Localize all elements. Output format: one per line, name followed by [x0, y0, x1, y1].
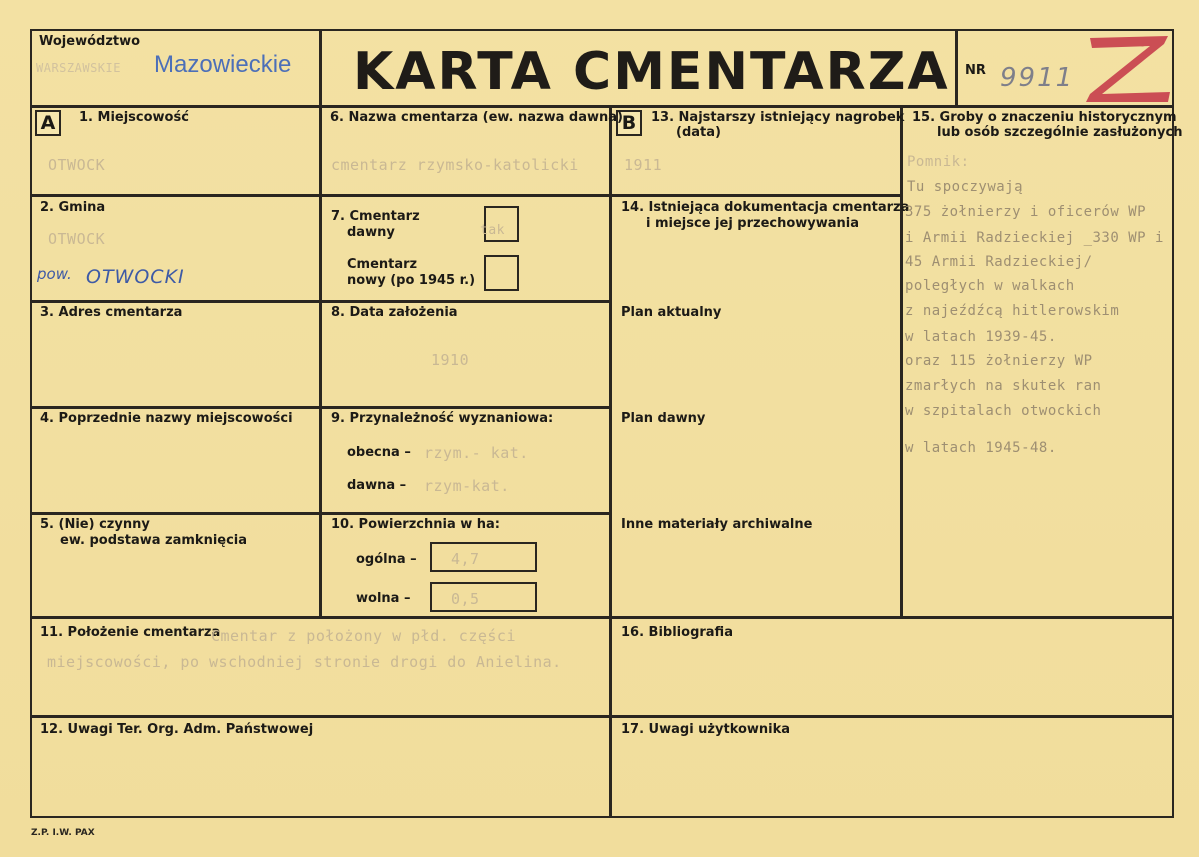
- printer-mark: Z.P. I.W. PAX: [31, 828, 95, 838]
- field-11-value-line1: Cmentar z położony w płd. części: [211, 627, 516, 645]
- field-16-label: 16. Bibliografia: [621, 625, 733, 640]
- field-1-value: OTWOCK: [48, 156, 106, 174]
- field-10-label: 10. Powierzchnia w ha:: [331, 517, 501, 532]
- row-line-bottom-2: [30, 715, 1174, 718]
- field-1-label: 1. Miejscowość: [79, 110, 189, 125]
- red-z-mark: [1080, 32, 1174, 106]
- field-15-label-line2: lub osób szczególnie zasłużonych: [937, 125, 1183, 140]
- row-line-b1: [320, 194, 610, 197]
- header-vline-2: [955, 29, 958, 107]
- field-15-line: 45 Armii Radzieckiej/: [905, 254, 1093, 270]
- field-15-line: i Armii Radzieckiej _330 WP i: [905, 230, 1164, 246]
- field-15-text-block: [905, 150, 1171, 470]
- row-line-c1: [610, 194, 900, 197]
- field-15-label-line1: 15. Groby o znaczeniu historycznym: [912, 110, 1177, 125]
- header-vline-1: [319, 29, 322, 107]
- field-10-total-label: ogólna –: [356, 552, 417, 567]
- wojewodztwo-label: Województwo: [39, 34, 141, 49]
- field-10-free-label: wolna –: [356, 591, 411, 606]
- field-8-value: 1910: [431, 351, 470, 369]
- col-divider-2: [609, 105, 612, 818]
- field-15-line: Pomnik:: [907, 154, 970, 170]
- field-5-label-line1: 5. (Nie) czynny: [40, 517, 150, 532]
- plan-current-label: Plan aktualny: [621, 305, 722, 320]
- field-2-label: 2. Gmina: [40, 200, 106, 215]
- field-2-value: OTWOCK: [48, 230, 106, 248]
- field-6-label: 6. Nazwa cmentarza (ew. nazwa dawna): [330, 110, 623, 125]
- field-13-label-line2: (data): [676, 125, 721, 140]
- field-15-line: w latach 1945-48.: [905, 440, 1057, 456]
- field-15-line: Tu spoczywają: [907, 179, 1024, 195]
- field-14-label-line2: i miejsce jej przechowywania: [646, 216, 860, 231]
- field-13-label-line1: 13. Najstarszy istniejący nagrobek: [651, 110, 905, 125]
- section-b-marker: B: [616, 110, 642, 136]
- card-title: KARTA CMENTARZA: [353, 42, 950, 102]
- col-divider-3: [900, 105, 903, 618]
- field-10-total-box[interactable]: [430, 542, 537, 572]
- field-9-current-value: rzym.- kat.: [424, 444, 529, 462]
- field-15-line: 375 żołnierzy i oficerów WP: [905, 204, 1147, 220]
- field-15-line: poległych w walkach: [905, 278, 1075, 294]
- field-7-new-label-line2: nowy (po 1945 r.): [347, 273, 476, 288]
- field-2-hand-value: OTWOCKI: [86, 266, 185, 288]
- field-5-label-line2: ew. podstawa zamknięcia: [60, 533, 248, 548]
- field-7-label-line1: 7. Cmentarz: [331, 209, 420, 224]
- field-3-label: 3. Adres cmentarza: [40, 305, 183, 320]
- field-9-former-value: rzym-kat.: [424, 477, 510, 495]
- field-7-label-line2: dawny: [347, 225, 395, 240]
- field-15-line: oraz 115 żołnierzy WP: [905, 353, 1093, 369]
- section-a-marker: A: [35, 110, 61, 136]
- row-line-a2: [30, 300, 610, 303]
- field-10-free-box[interactable]: [430, 582, 537, 612]
- wojewodztwo-old-value: WARSZAWSKIE: [36, 61, 121, 75]
- field-15-line: z najeźdźcą hitlerowskim: [905, 303, 1120, 319]
- col-divider-1: [319, 105, 322, 618]
- row-line-bottom-1: [30, 616, 1174, 619]
- field-7-new-label-line1: Cmentarz: [347, 257, 418, 272]
- field-2-hand-prefix: pow.: [37, 265, 72, 283]
- row-line-a3: [30, 406, 610, 409]
- field-8-label: 8. Data założenia: [331, 305, 458, 320]
- nr-label: NR: [965, 63, 986, 78]
- field-12-label: 12. Uwagi Ter. Org. Adm. Państwowej: [40, 722, 314, 737]
- field-7-old-value: tak: [480, 223, 505, 238]
- field-10-free-value: 0,5: [451, 590, 480, 608]
- field-14-label-line1: 14. Istniejąca dokumentacja cmentarza: [621, 200, 910, 215]
- wojewodztwo-stamp: Mazowieckie: [154, 51, 292, 78]
- field-15-line: zmarłych na skutek ran: [905, 378, 1102, 394]
- field-9-label: 9. Przynależność wyznaniowa:: [331, 411, 554, 426]
- field-9-former-label: dawna –: [347, 478, 407, 493]
- field-15-line: w latach 1939-45.: [905, 329, 1057, 345]
- field-11-value-line2: miejscowości, po wschodniej stronie drogi do Anielina.: [47, 653, 562, 671]
- field-17-label: 17. Uwagi użytkownika: [621, 722, 791, 737]
- field-7-new-checkbox[interactable]: [484, 255, 519, 291]
- field-4-label: 4. Poprzednie nazwy miejscowości: [40, 411, 293, 426]
- field-13-value: 1911: [624, 156, 663, 174]
- row-line-a4: [30, 512, 610, 515]
- other-materials-label: Inne materiały archiwalne: [621, 517, 813, 532]
- header-divider: [30, 105, 1174, 108]
- row-line-a1: [30, 194, 320, 197]
- field-9-current-label: obecna –: [347, 445, 411, 460]
- plan-former-label: Plan dawny: [621, 411, 706, 426]
- field-15-line: w szpitalach otwockich: [905, 403, 1102, 419]
- field-10-total-value: 4,7: [451, 550, 480, 568]
- field-6-value: cmentarz rzymsko-katolicki: [331, 156, 579, 174]
- field-11-label: 11. Położenie cmentarza: [40, 625, 221, 640]
- nr-value: 9911: [1000, 63, 1075, 93]
